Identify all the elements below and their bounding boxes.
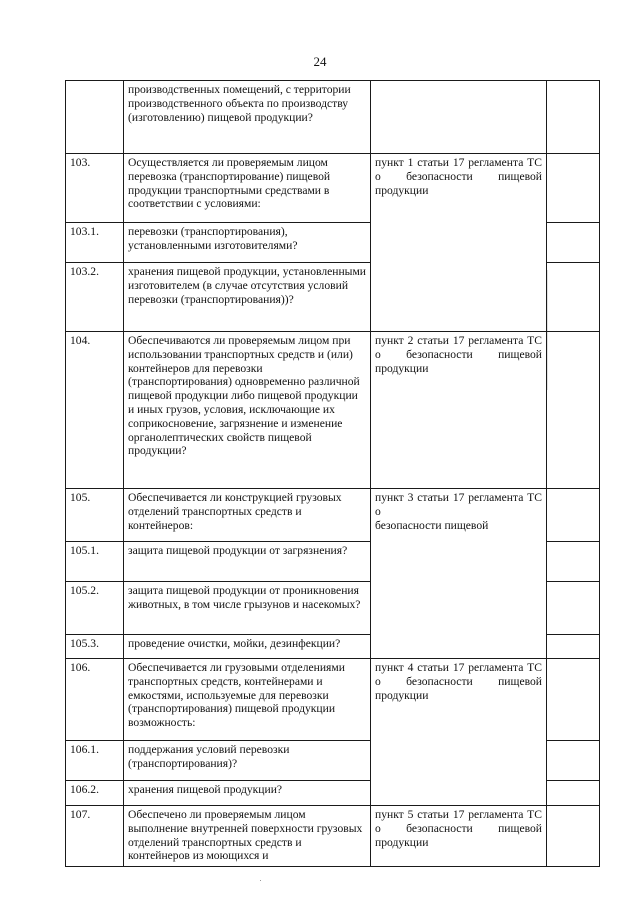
requirement-text: защита пищевой продукции от проникновения животных, в том числе грызунов и насекомых?	[124, 582, 371, 635]
row-number	[66, 81, 124, 154]
answer-cell	[547, 582, 600, 635]
requirement-text: Обеспечивается ли конструкцией грузовых отделений транспортных средств и контейнеров:	[124, 489, 371, 542]
table-row	[66, 489, 600, 542]
page-number: 24	[313, 54, 327, 69]
regulation-reference-text: безопасности пищевой	[375, 518, 489, 532]
row-number: 103.2.	[66, 263, 124, 332]
regulation-reference-text: пункт 4 статьи 17 регламента ТС о безопасности пищевой	[375, 661, 542, 688]
answer-cell	[547, 781, 600, 806]
answer-cell	[547, 806, 600, 867]
table-row	[66, 81, 600, 154]
answer-cell	[547, 741, 600, 781]
requirements-table	[65, 80, 600, 867]
row-number: 105.	[66, 489, 124, 542]
answer-cell	[547, 659, 600, 741]
regulation-reference	[371, 154, 547, 332]
regulation-reference	[371, 489, 547, 659]
table-row	[66, 806, 600, 867]
row-number: 106.	[66, 659, 124, 741]
regulation-reference-text: пункт 1 статьи 17 регламента ТС о безопасности пищевой	[375, 156, 542, 183]
regulation-reference	[371, 659, 547, 806]
requirement-text: поддержания условий перевозки (транспортирования)?	[124, 741, 371, 781]
row-number: 105.1.	[66, 542, 124, 582]
requirement-text: проведение очистки, мойки, дезинфекции?	[124, 635, 371, 659]
answer-cell	[547, 489, 600, 542]
requirement-text: Осуществляется ли проверяемым лицом перевозка (транспортирование) пищевой продукции транспортными средствами в соответствии с условиями:	[124, 154, 371, 223]
regulation-reference	[371, 806, 547, 867]
requirement-text: Обеспечено ли проверяемым лицом выполнение внутренней поверхности грузовых отделений транспортных средств и контейнеров из моющихся и	[124, 806, 371, 867]
regulation-reference	[371, 332, 547, 489]
requirement-text: перевозки (транспортирования), установленными изготовителями?	[124, 223, 371, 263]
requirement-text: защита пищевой продукции от загрязнения?	[124, 542, 371, 582]
regulation-reference-text: продукции	[375, 688, 429, 702]
answer-cell	[547, 332, 600, 489]
scan-mark	[260, 880, 261, 881]
row-number: 103.	[66, 154, 124, 223]
answer-cell	[547, 635, 600, 659]
answer-cell	[547, 223, 600, 263]
regulation-reference	[371, 81, 547, 154]
table-row	[66, 659, 600, 741]
row-number: 107.	[66, 806, 124, 867]
row-number: 105.2.	[66, 582, 124, 635]
regulation-reference-text: пункт 2 статьи 17 регламента ТС о безопасности пищевой	[375, 334, 542, 361]
requirement-text: хранения пищевой продукции, установленными изготовителем (в случае отсутствия условий перевозки (транспортирования))?	[124, 263, 371, 332]
row-number: 106.1.	[66, 741, 124, 781]
regulation-reference-text: продукции	[375, 835, 429, 849]
requirement-text: Обеспечивается ли грузовыми отделениями транспортных средств, контейнерами и емкостями, используемые для перевозки (транспортирования) пищевой продукции возможность:	[124, 659, 371, 741]
requirement-text: производственных помещений, с территории производственного объекта по производству (изготовлению) пищевой продукции?	[124, 81, 371, 154]
regulation-reference-text: пункт 3 статьи 17 регламента ТС о	[375, 491, 542, 518]
answer-cell	[547, 263, 600, 332]
answer-cell	[547, 154, 600, 223]
answer-cell	[547, 542, 600, 582]
row-number: 105.3.	[66, 635, 124, 659]
requirement-text: хранения пищевой продукции?	[124, 781, 371, 806]
regulation-reference-text: продукции	[375, 361, 429, 375]
row-number: 103.1.	[66, 223, 124, 263]
row-number: 106.2.	[66, 781, 124, 806]
table-row	[66, 154, 600, 223]
regulation-reference-text: пункт 5 статьи 17 регламента ТС о безопасности пищевой	[375, 808, 542, 835]
table-row	[66, 332, 600, 489]
regulation-reference-text: продукции	[375, 183, 429, 197]
scan-mark	[547, 270, 548, 390]
answer-cell	[547, 81, 600, 154]
requirement-text: Обеспечиваются ли проверяемым лицом при использовании транспортных средств и (или) контейнеров для перевозки (транспортирования) одновременно различной пищевой продукции либо пищевой продукции и иных грузов, условия, исключающие их соприкосновение, загрязнение и изменение органолептических свойств пищевой продукции?	[124, 332, 371, 489]
row-number: 104.	[66, 332, 124, 489]
